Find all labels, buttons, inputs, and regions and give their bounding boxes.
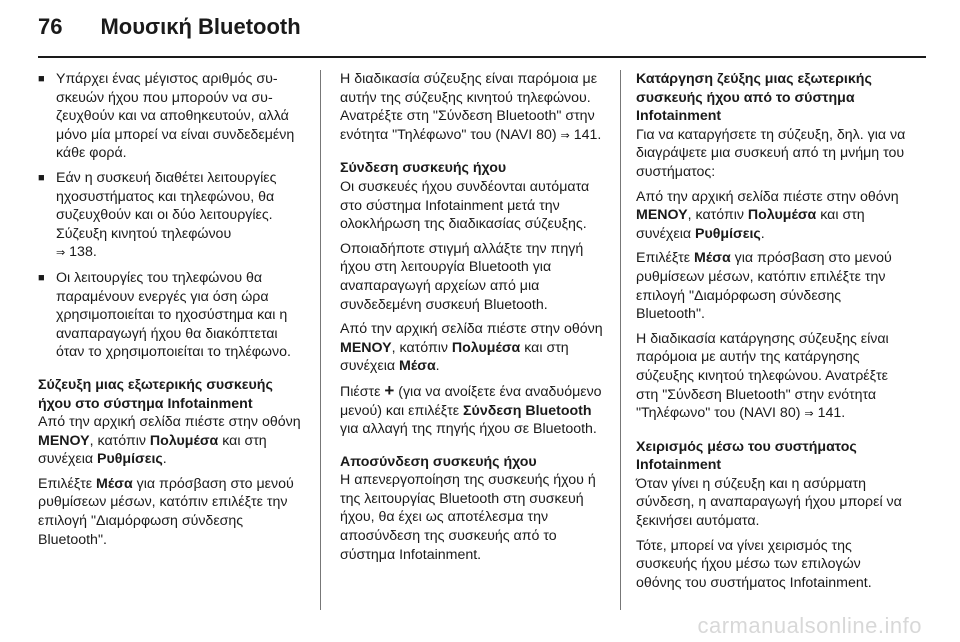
bullet-square-icon: ■ [38,73,45,85]
paragraph: Οποιαδήποτε στιγμή αλλάξτε την πηγή ήχου στη λειτουργία Bluetooth για αναπαραγωγή αρχείων από μια συνδεδεμένη συσκευή Bluetooth. [340,240,584,313]
paragraph: Από την αρχική σελίδα πιέστε στην οθόνη ΜΕΝΟΥ, κατόπιν Πολυμέσα και στη συνέχεια Μέσα. [340,321,603,375]
paragraph: Η διαδικασία σύζευξης είναι παρόμοια με αυτήν της σύζευξης κινητού τηλεφώνου. Ανατρέξτε στη "Σύνδεση Bluetooth" στην ενότητα "Τηλέφωνο" του (NAVI 80) ⇒ 141. [340,70,608,145]
column-1 [38,70,308,555]
section-heading: Σύνδεση συσκευής ήχου [340,160,507,177]
bullet-item [38,70,308,163]
page-ref-arrow-icon: ⇒ [560,129,570,142]
page-ref-arrow-icon: ⇒ [56,247,66,260]
section-heading: Αποσύνδεση συσκευής ήχου [340,453,537,470]
paragraph: Από την αρχική σελίδα πιέστε στην οθόνη ΜΕΝΟΥ, κατόπιν Πολυμέσα και στη συνέχεια Ρυθμίσεις. [38,414,301,468]
page-title: Μουσική Bluetooth [100,14,301,39]
paragraph: Η απενεργοποίηση της συσκευής ήχου ή της λειτουργίας Bluetooth στη συσκευή ήχου, θα έχει ως αποτέλεσμα την αποσύνδεση της συσκευής από το σύστημα Infotainment. [340,472,596,563]
plus-icon: + [384,380,395,400]
bullet-text: Εάν η συσκευή διαθέτει λειτουργίες ηχοσυστήματος και τηλεφώνου, θα συζευχθούν και οι δύο λειτουργίες. Σύζευξη κινητού τηλεφώνου [56,169,277,242]
column-2 [340,70,608,570]
paragraph: Από την αρχική σελίδα πιέστε στην οθόνη ΜΕΝΟΥ, κατόπιν Πολυμέσα και στη συνέχεια Ρυθμίσεις. [636,188,899,242]
paragraph: Επιλέξτε Μέσα για πρόσβαση στο μενού ρυθμίσεων μέσων, κατόπιν επιλέξτε την επιλογή "Διαμόρφωση σύνδεσης Bluetooth". [38,475,294,548]
page-number: 76 [38,14,63,39]
page-header [38,14,301,54]
section-heading: Χειρισμός μέσω του συστήματος Infotainment [636,438,857,474]
header-rule [38,56,926,58]
page-ref: 138. [69,244,97,261]
paragraph: Τότε, μπορεί να γίνει χειρισμός της συσκευής ήχου μέσω των επιλογών οθόνης του συστήματος Infotainment. [636,537,872,591]
paragraph: Επιλέξτε Μέσα για πρόσβαση στο μενού ρυθμίσεων μέσων, κατόπιν επιλέξτε την επιλογή "Διαμόρφωση σύνδεσης Bluetooth". [636,250,892,323]
page-ref: 141. [573,126,602,143]
page-ref: 141. [817,405,846,422]
bullet-text: Υπάρχει ένας μέγιστος αριθμός συσκευών ήχου που μπορούν να συζευχθούν και να αποθηκευτούν, αλλά μόνο μία μπορεί να είναι συνδεδεμένη κάθε φορά. [56,71,295,162]
column-divider-1 [320,70,321,610]
bullet-square-icon: ■ [38,271,45,284]
page-ref-arrow-icon: ⇒ [804,408,814,421]
paragraph: Για να καταργήσετε τη σύζευξη, δηλ. για να διαγράψετε μια συσκευή από τη μνήμη του συστήματος: [636,126,906,180]
section-heading: Κατάργηση ζεύξης μιας εξωτερικής συσκευής ήχου από το σύστημα Infotainment [636,71,872,125]
paragraph: Η διαδικασία κατάργησης σύζευξης είναι παρόμοια με αυτήν της κατάργησης σύζευξης κινητού τηλεφώνου. Ανατρέξτε στη "Σύνδεση Bluetooth" στην ενότητα "Τηλέφωνο" του (NAVI 80) ⇒ 141. [636,330,906,424]
bullet-item [38,169,308,263]
paragraph: Οι συσκευές ήχου συνδέονται αυτόματα στο σύστημα Infotainment μετά την ολοκλήρωση της διαδικασίας σύζευξης. [340,178,590,233]
bullet-item [38,269,308,362]
column-divider-2 [620,70,621,610]
paragraph: Πιέστε + (για να ανοίξετε ένα αναδυόμενο μενού) και επιλέξτε Σύνδεση Bluetooth για αλλαγή της πηγής ήχου σε Bluetooth. [340,380,602,438]
bullet-text: Οι λειτουργίες του τηλεφώνου θα παραμένουν ενεργές για όση ώρα χρησιμοποιείται το ηχοσύστημα και η αναπαραγωγή ήχου θα διακόπτεται όταν το χρησιμοποιείται το τηλέφωνο. [56,269,291,361]
section-heading: Σύζευξη μιας εξωτερικής συσκευής ήχου στο σύστημα Infotainment [38,376,273,412]
bullet-square-icon: ■ [38,171,45,184]
paragraph: Όταν γίνει η σύζευξη και η ασύρματη σύνδεση, η αναπαραγωγή ήχου μπορεί να ξεκινήσει αυτόματα. [636,475,902,530]
watermark: carmanualsonline.info [697,613,922,638]
column-3 [636,70,906,598]
